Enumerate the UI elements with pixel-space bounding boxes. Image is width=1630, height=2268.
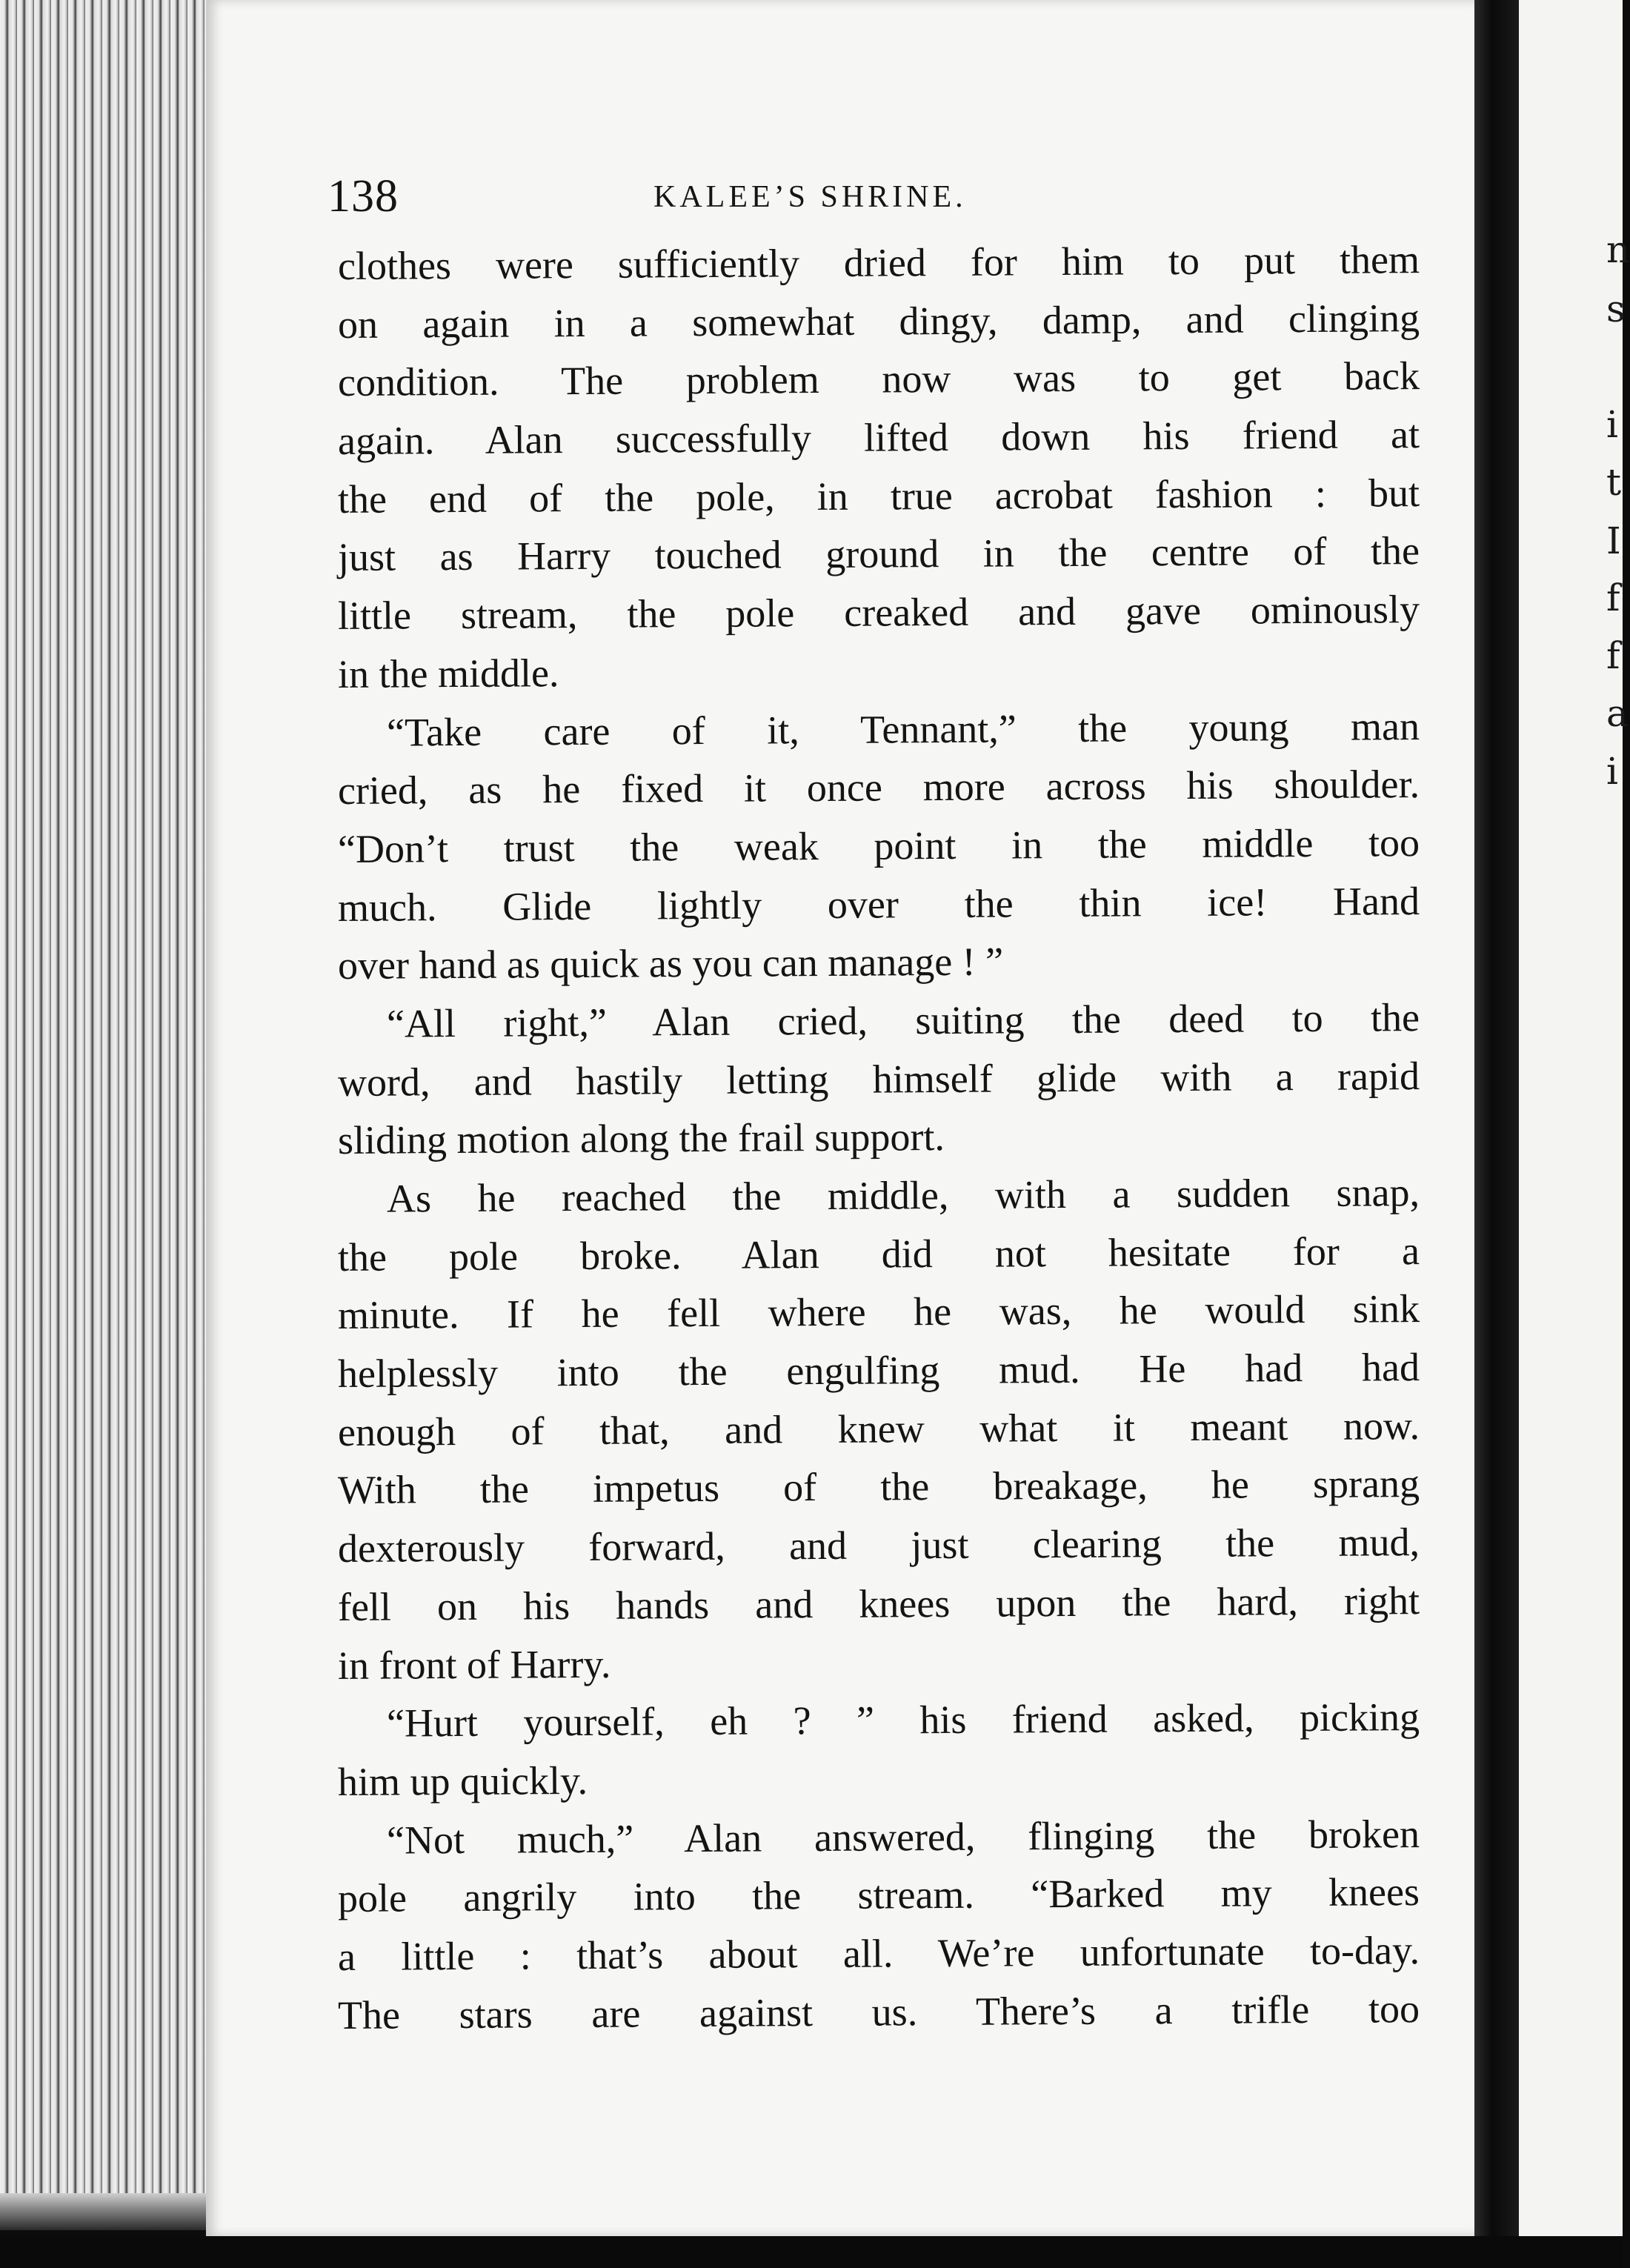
text-line: again. Alan successfully lifted down his friend at [337,412,1420,464]
text-line: much. Glide lightly over the thin ice! Hand [337,878,1420,930]
text-line: “All right,” Alan cried, suiting the deed to the [386,995,1420,1046]
page-number: 138 [327,171,399,222]
page-edges-bottom [0,2193,222,2230]
text-line: him up quickly. [337,1757,588,1804]
text-line: word, and hastily letting himself glide with a rapid [337,1053,1420,1105]
text-line: dexterously forward, and just clearing the mud, [337,1520,1420,1572]
text-line: just as Harry touched ground in the centre of the [337,528,1420,580]
text-line: the pole broke. Alan did not hesitate for a [337,1228,1420,1280]
scan-bottom-border [0,2236,1623,2268]
text-line: “Take care of it, Tennant,” the young man [386,703,1420,755]
facing-page-edge [1519,0,1630,2245]
text-line: in front of Harry. [337,1641,611,1688]
facing-page-fragment: i [1606,750,1618,793]
text-line: the end of the pole, in true acrobat fashion : but [337,470,1420,522]
text-line: pole angrily into the stream. “Barked my knees [337,1869,1420,1921]
text-line: “Hurt yourself, eh ? ” his friend asked, picking [386,1695,1420,1746]
text-line: in the middle. [337,650,559,696]
text-line: As he reached the middle, with a sudden snap, [386,1170,1420,1221]
text-line: “Don’t trust the weak point in the middle too [337,819,1420,871]
text-line: on again in a somewhat dingy, damp, and clinging [337,295,1420,347]
text-line: condition. The problem now was to get back [337,353,1420,405]
text-line: little stream, the pole creaked and gave ominously [337,587,1420,639]
facing-page-fragment: n [1606,228,1630,271]
facing-page-fragment: a [1606,692,1629,735]
facing-page-fragment: s [1606,287,1626,330]
text-line: over hand as quick as you can manage ! ” [337,939,1004,988]
facing-page-fragment: f [1606,576,1620,619]
text-line: minute. If he fell where he was, he would sink [337,1286,1420,1338]
text-line: fell on his hands and knees upon the hard, right [337,1577,1420,1629]
page-edges [0,0,215,2227]
facing-page-fragment: i [1606,403,1618,446]
facing-page-fragment: f [1606,634,1620,677]
facing-page-fragment: t [1606,461,1622,504]
text-line: sliding motion along the frail support. [337,1114,945,1163]
text-line: enough of that, and knew what it meant now. [337,1403,1420,1454]
text-line: cried, as he fixed it once more across his shoulder. [337,762,1420,814]
page-header [327,170,1394,230]
body-text [338,237,1420,2044]
facing-page-fragment: I [1606,519,1621,562]
text-line: clothes were sufficiently dried for him to put them [337,237,1420,288]
text-line: helplessly into the engulfing mud. He had had [337,1345,1420,1397]
text-line: a little : that’s about all. We’re unfortunate to-day. [337,1928,1420,1979]
text-line: The stars are against us. There’s a trifle too [337,1986,1420,2038]
running-head: KALEE’S SHRINE. [653,180,967,214]
text-line: With the impetus of the breakage, he sprang [337,1461,1420,1513]
text-line: “Not much,” Alan answered, flinging the broken [386,1811,1420,1863]
spine-shadow [1474,0,1519,2245]
